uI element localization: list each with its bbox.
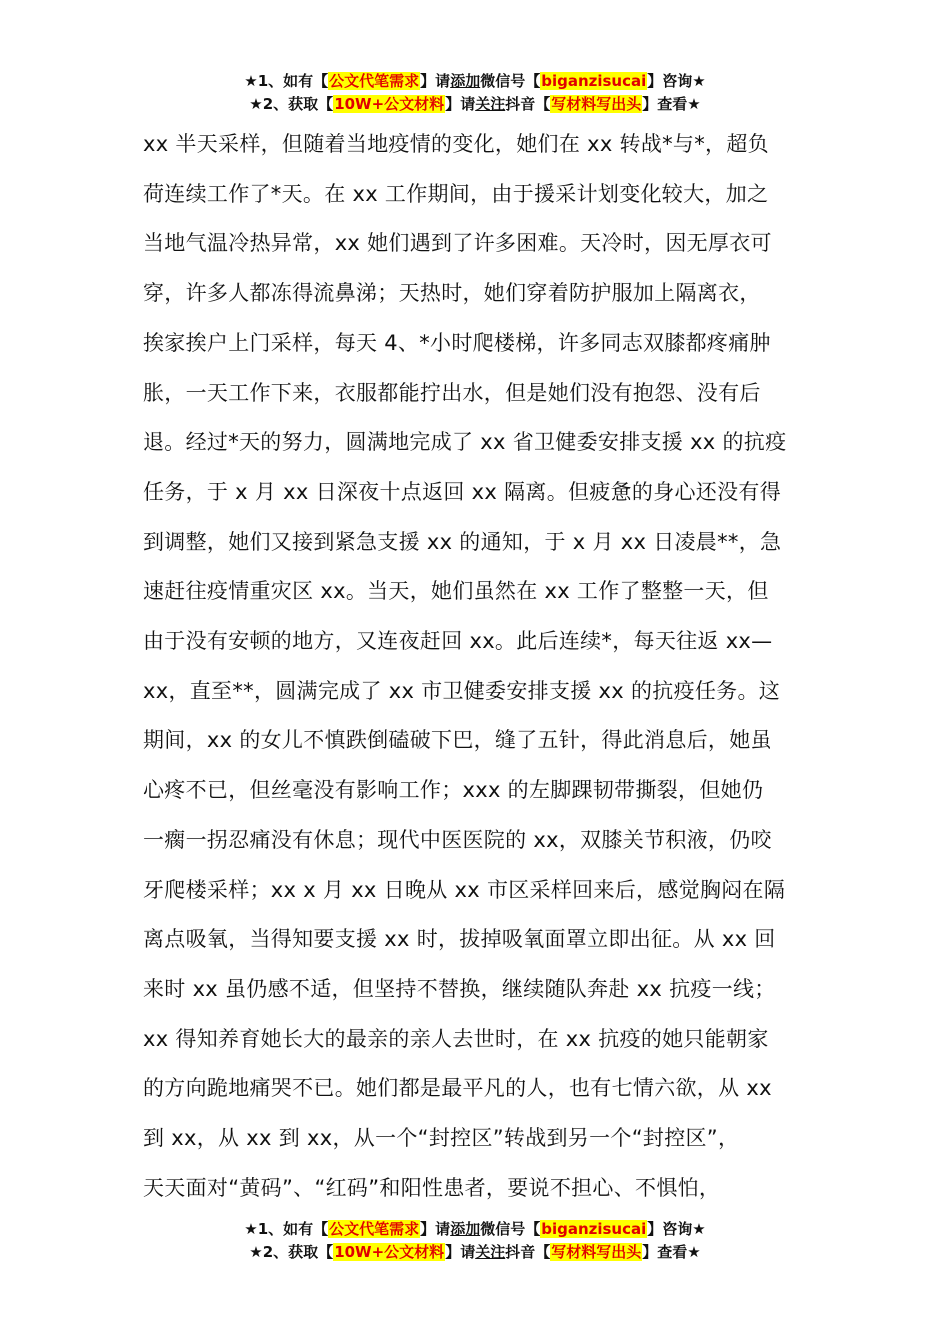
- body-line: 胀，一天工作下来，衣服都能拧出水，但是她们没有抱怨、没有后: [143, 380, 761, 405]
- body-line: xx 得知养育她长大的最亲的亲人去世时，在 xx 抗疫的她只能朝家: [143, 1026, 769, 1051]
- banner-line-1: ★1、如有【公文代笔需求】请添加微信号【biganzisucai】咨询★: [244, 72, 706, 90]
- banner-line-2: ★2、获取【10W+公文材料】请关注抖音【写材料写出头】查看★: [249, 1243, 701, 1261]
- body-line: 牙爬楼采样；xx x 月 xx 日晚从 xx 市区采样回来后，感觉胸闷在隔: [143, 877, 786, 902]
- highlight-service: 公文代笔需求: [329, 72, 420, 90]
- body-line: 一瘸一拐忍痛没有休息；现代中医医院的 xx，双膝关节积液，仍咬: [143, 827, 772, 852]
- body-line: 挨家挨户上门采样，每天 4、*小时爬楼梯，许多同志双膝都疼痛肿: [143, 330, 771, 355]
- body-line: 速赶往疫情重灾区 xx。当天，她们虽然在 xx 工作了整整一天，但: [143, 579, 769, 604]
- body-line: 退。经过*天的努力，圆满地完成了 xx 省卫健委安排支援 xx 的抗疫: [143, 430, 787, 455]
- body-line: 天天面对“黄码”、“红码”和阳性患者，要说不担心、不惧怕，: [143, 1175, 721, 1200]
- highlight-service: 公文代笔需求: [329, 1220, 420, 1238]
- body-line: 荷连续工作了*天。在 xx 工作期间，由于援采计划变化较大，加之: [143, 181, 769, 206]
- highlight-materials: 10W+公文材料: [334, 1243, 445, 1261]
- body-line: 到调整，她们又接到紧急支援 xx 的通知，于 x 月 xx 日凌晨**，急: [143, 529, 782, 554]
- highlight-wechat-id: biganzisucai: [541, 72, 647, 90]
- body-line: 离点吸氧，当得知要支援 xx 时，拔掉吸氧面罩立即出征。从 xx 回: [143, 927, 776, 952]
- body-line: 心疼不已，但丝毫没有影响工作；xxx 的左脚踝韧带撕裂，但她仍: [143, 778, 764, 803]
- highlight-wechat-id: biganzisucai: [541, 1220, 647, 1238]
- body-line: xx，直至**，圆满完成了 xx 市卫健委安排支援 xx 的抗疫任务。这: [143, 678, 781, 703]
- highlight-douyin-account: 写材料写出头: [551, 95, 642, 113]
- body-line: 期间，xx 的女儿不慎跌倒磕破下巴，缝了五针，得此消息后，她虽: [143, 728, 772, 753]
- body-line: 穿，许多人都冻得流鼻涕；天热时，她们穿着防护服加上隔离衣，: [143, 281, 761, 306]
- banner-line-2: ★2、获取【10W+公文材料】请关注抖音【写材料写出头】查看★: [249, 95, 701, 113]
- body-line: 任务，于 x 月 xx 日深夜十点返回 xx 隔离。但疲惫的身心还没有得: [143, 479, 781, 504]
- body-line: 来时 xx 虽仍感不适，但坚持不替换，继续随队奔赴 xx 抗疫一线；: [143, 976, 776, 1001]
- body-line: 由于没有安顿的地方，又连夜赶回 xx。此后连续*，每天往返 xx—: [143, 629, 773, 654]
- header-banner: [0, 70, 950, 116]
- banner-line-1: ★1、如有【公文代笔需求】请添加微信号【biganzisucai】咨询★: [244, 1220, 706, 1238]
- body-line: 到 xx，从 xx 到 xx，从一个“封控区”转战到另一个“封控区”，: [143, 1126, 740, 1151]
- highlight-materials: 10W+公文材料: [334, 95, 445, 113]
- body-line: xx 半天采样，但随着当地疫情的变化，她们在 xx 转战*与*，超负: [143, 132, 769, 156]
- body-line: 的方向跪地痛哭不已。她们都是最平凡的人，也有七情六欲，从 xx: [143, 1076, 772, 1101]
- body-line: 当地气温冷热异常，xx 她们遇到了许多困难。天冷时，因无厚衣可: [143, 231, 772, 256]
- footer-banner: [0, 1218, 950, 1264]
- document-body: [143, 120, 808, 1213]
- highlight-douyin-account: 写材料写出头: [551, 1243, 642, 1261]
